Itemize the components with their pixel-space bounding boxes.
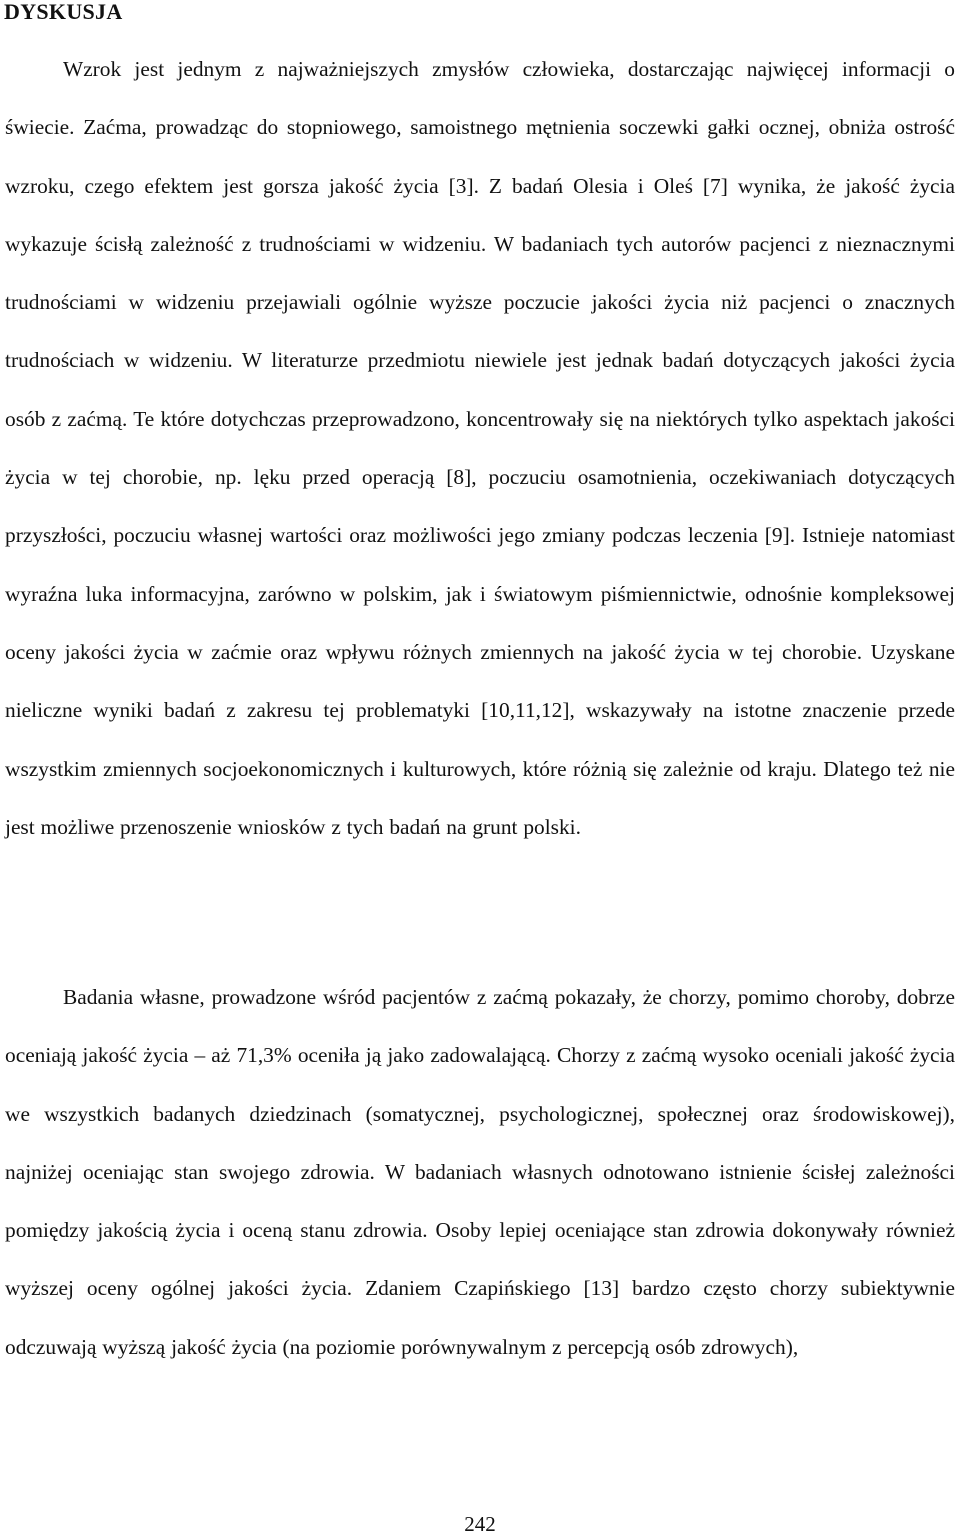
paragraph-2: Badania własne, prowadzone wśród pacjentów z zaćmą pokazały, że chorzy, pomimo choroby, dobrze oceniają jakość życia – aż 71,3% oceniła ją jako zadowalającą. Chorzy z zaćmą wysoko oceniali jakość życia we wszystkich badanych dziedzinach (somatycznej, psychologicznej, społecznej oraz środowiskowej), najniżej oceniając stan swojego zdrowia. W badaniach własnych odnotowano istnienie ścisłej zależności pomiędzy jakością życia i oceną stanu zdrowia. Osoby lepiej oceniające stan zdrowia dokonywały również wyższej oceny ogólnej jakości życia. Zdaniem Czapińskiego [13] bardzo często chorzy subiektywnie odczuwają wyższą jakość życia (na poziomie porównywalnym z percepcją osób zdrowych), [5, 985, 955, 1359]
section-heading: DYSKUSJA [4, 0, 123, 24]
paragraph-1: Wzrok jest jednym z najważniejszych zmysłów człowieka, dostarczając najwięcej informacji o świecie. Zaćma, prowadząc do stopniowego, samoistnego mętnienia soczewki gałki ocznej, obniża ostrość wzroku, czego efektem jest gorsza jakość życia [3]. Z badań Olesia i Oleś [7] wynika, że jakość życia wykazuje ścisłą zależność z trudnościami w widzeniu. W badaniach tych autorów pacjenci z nieznacznymi trudnościami w widzeniu przejawiali ogólnie wyższe poczucie jakości życia niż pacjenci o znacznych trudnościach w widzeniu. W literaturze przedmiotu niewiele jest jednak badań dotyczących jakości życia osób z zaćmą. Te które dotychczas przeprowadzono, koncentrowały się na niektórych tylko aspektach jakości życia w tej chorobie, np. lęku przed operacją [8], poczuciu osamotnienia, oczekiwaniach dotyczących przyszłości, poczuciu własnej wartości oraz możliwości jego zmiany podczas leczenia [9]. Istnieje natomiast wyraźna luka informacyjna, zarówno w polskim, jak i światowym piśmiennictwie, odnośnie kompleksowej oceny jakości życia w zaćmie oraz wpływu różnych zmiennych na jakość życia w tej chorobie. Uzyskane nieliczne wyniki badań z zakresu tej problematyki [10,11,12], wskazywały na istotne znaczenie przede wszystkim zmiennych socjoekonomicznych i kulturowych, które różnią się zależnie od kraju. Dlatego też nie jest możliwe przenoszenie wniosków z tych badań na grunt polski. [5, 57, 955, 839]
page-number: 242 [464, 1512, 496, 1536]
